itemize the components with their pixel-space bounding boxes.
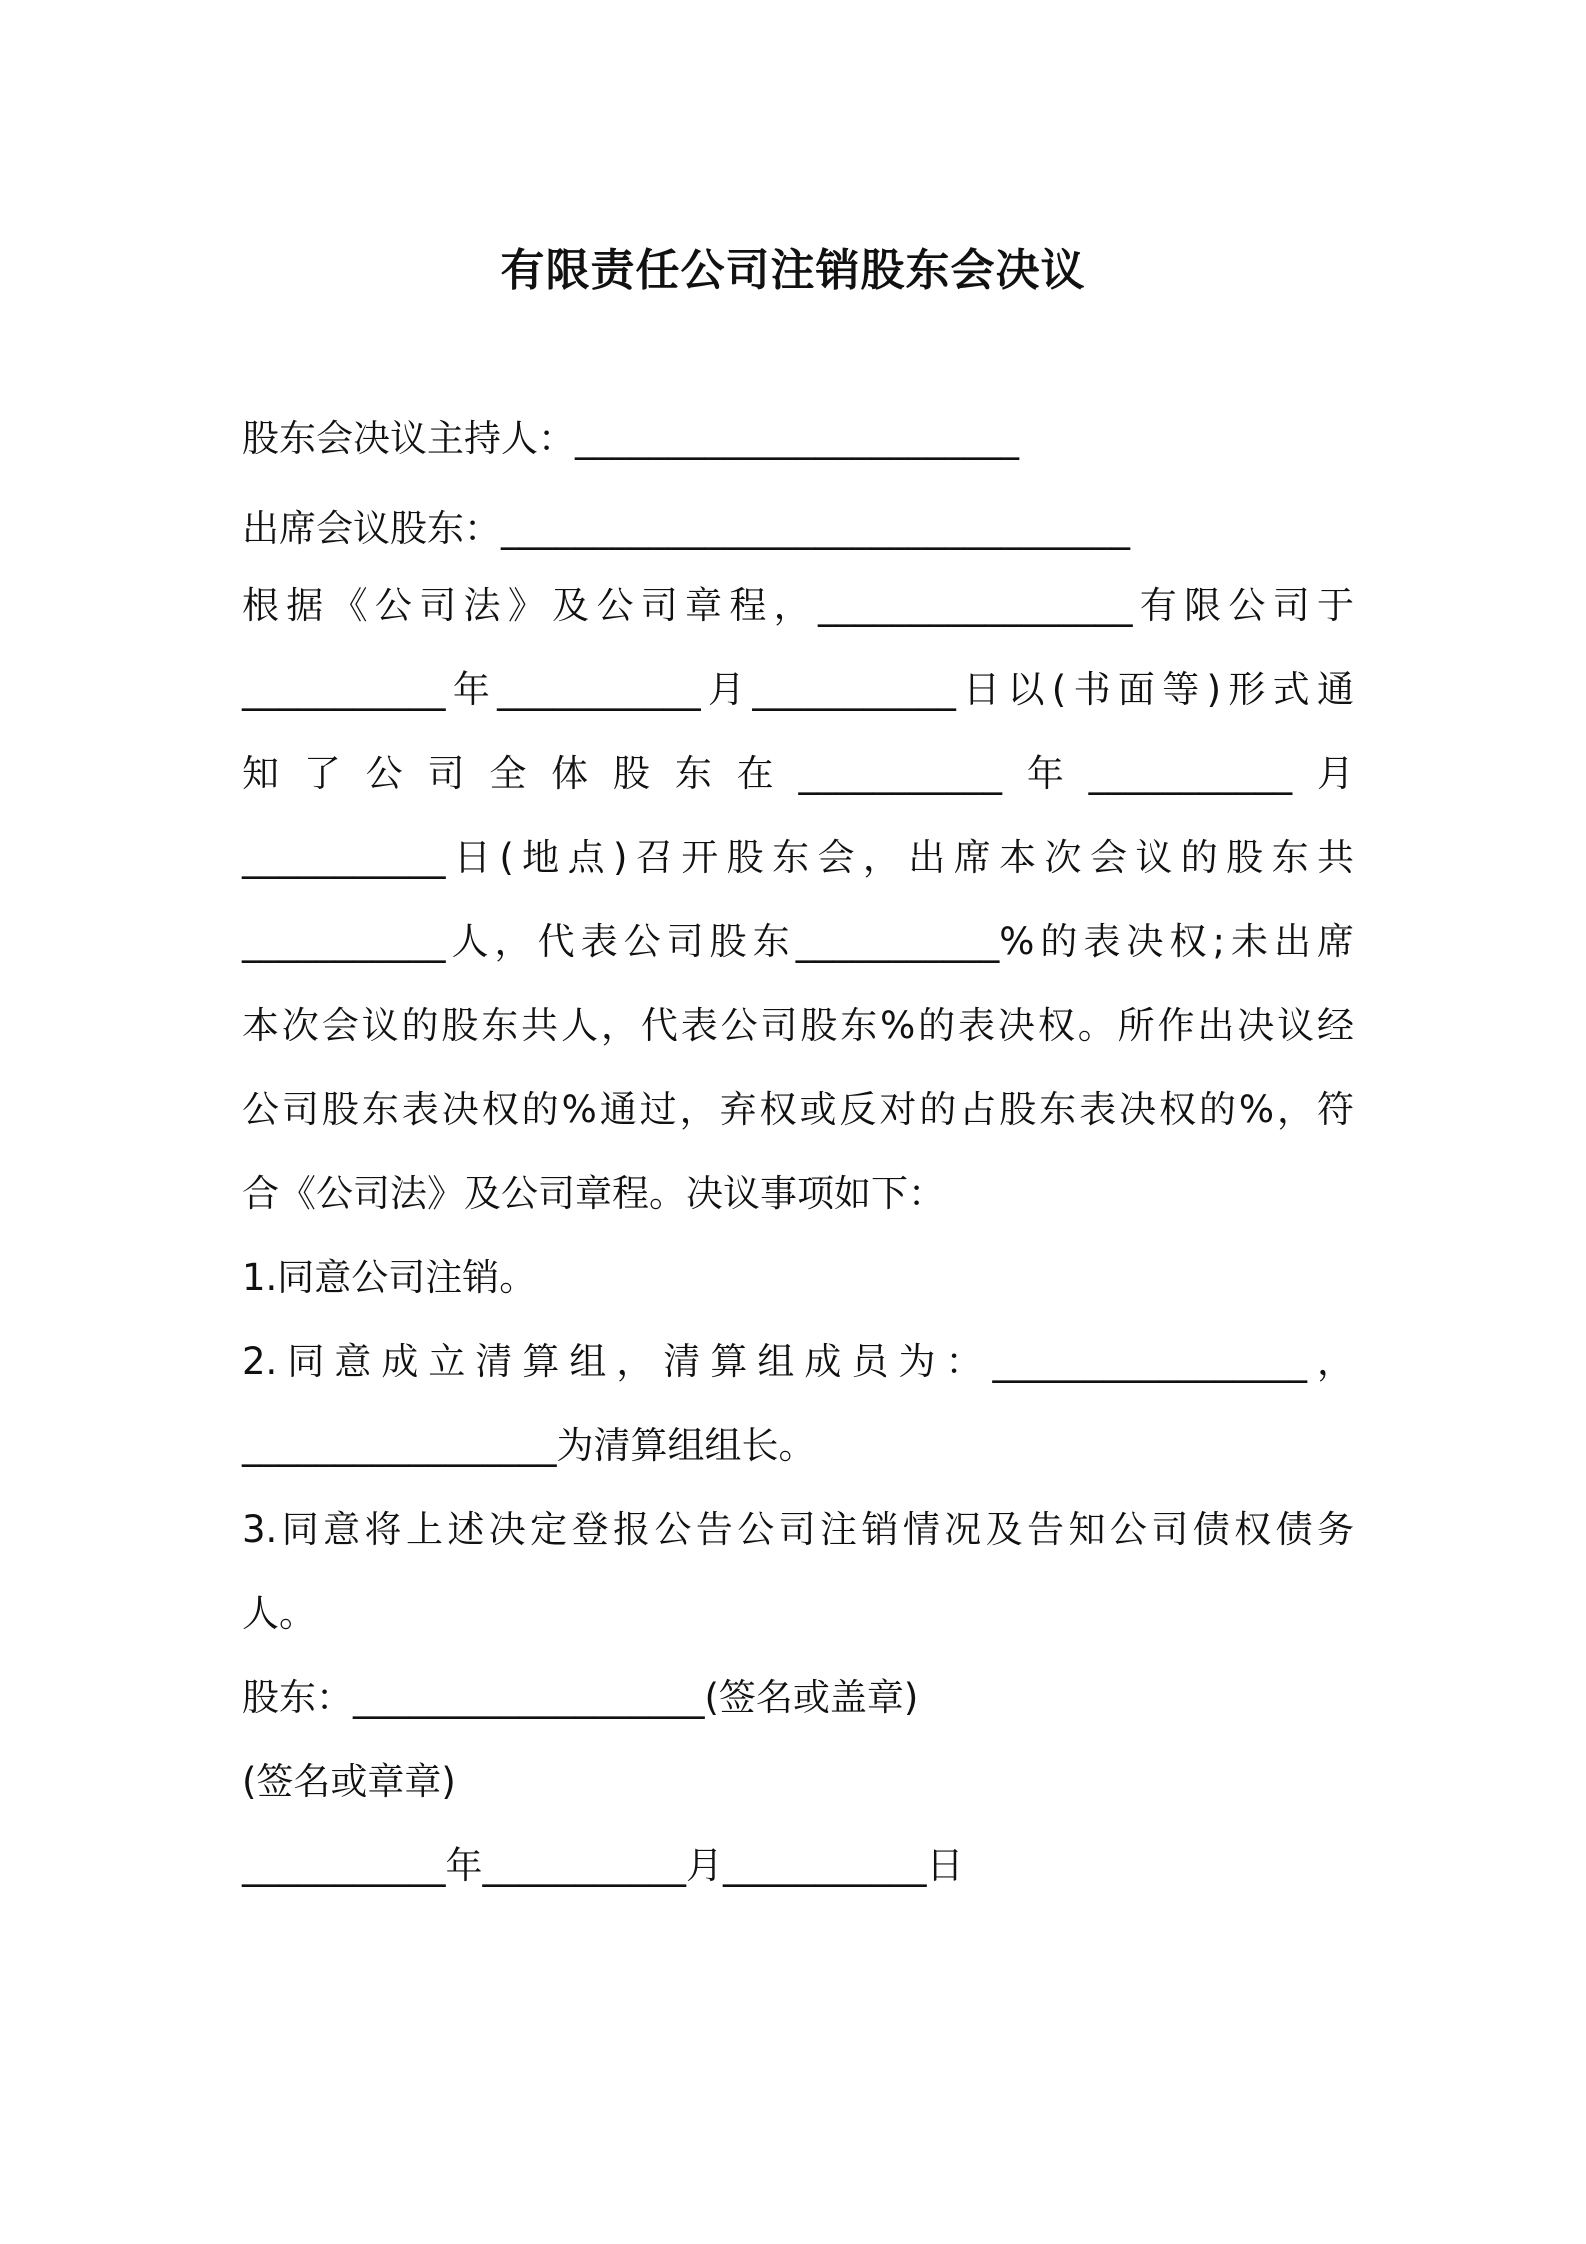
date-line: ___________年___________月___________日 xyxy=(242,1844,964,1887)
paragraph-line: 合《公司法》及公司章程。决议事项如下： xyxy=(242,1172,945,1215)
attendees-line: 出席会议股东：__________________________________ xyxy=(242,507,1130,550)
paragraph-line: 知了公司全体股东在___________年___________月 xyxy=(242,752,1354,795)
resolution-item-2-continued: _________________为清算组组长。 xyxy=(242,1424,816,1467)
shareholder-signature-line: 股东：___________________(签名或盖章) xyxy=(242,1676,919,1719)
resolution-item-2: 2.同意成立清算组，清算组成员为：_________________， xyxy=(242,1340,1354,1383)
paragraph-line: 根据《公司法》及公司章程，_________________有限公司于 xyxy=(242,584,1354,627)
paragraph-line: 本次会议的股东共人，代表公司股东%的表决权。所作出决议经 xyxy=(242,1004,1354,1047)
document-title: 有限责任公司注销股东会决议 xyxy=(500,245,1086,297)
paragraph-line: 公司股东表决权的%通过，弃权或反对的占股东表决权的%，符 xyxy=(242,1088,1354,1131)
resolution-item-1: 1.同意公司注销。 xyxy=(242,1256,537,1299)
paragraph-line: ___________年___________月___________日以(书面等)形式通 xyxy=(242,668,1354,711)
resolution-item-3: 3.同意将上述决定登报公告公司注销情况及告知公司债权债务 xyxy=(242,1508,1354,1551)
host-line: 股东会决议主持人：________________________ xyxy=(242,417,1019,460)
paragraph-line: ___________日(地点)召开股东会，出席本次会议的股东共 xyxy=(242,836,1354,879)
signature-note: (签名或章章) xyxy=(242,1760,456,1803)
paragraph-line: ___________人，代表公司股东___________%的表决权;未出席 xyxy=(242,920,1354,963)
resolution-item-3-continued: 人。 xyxy=(242,1592,316,1635)
